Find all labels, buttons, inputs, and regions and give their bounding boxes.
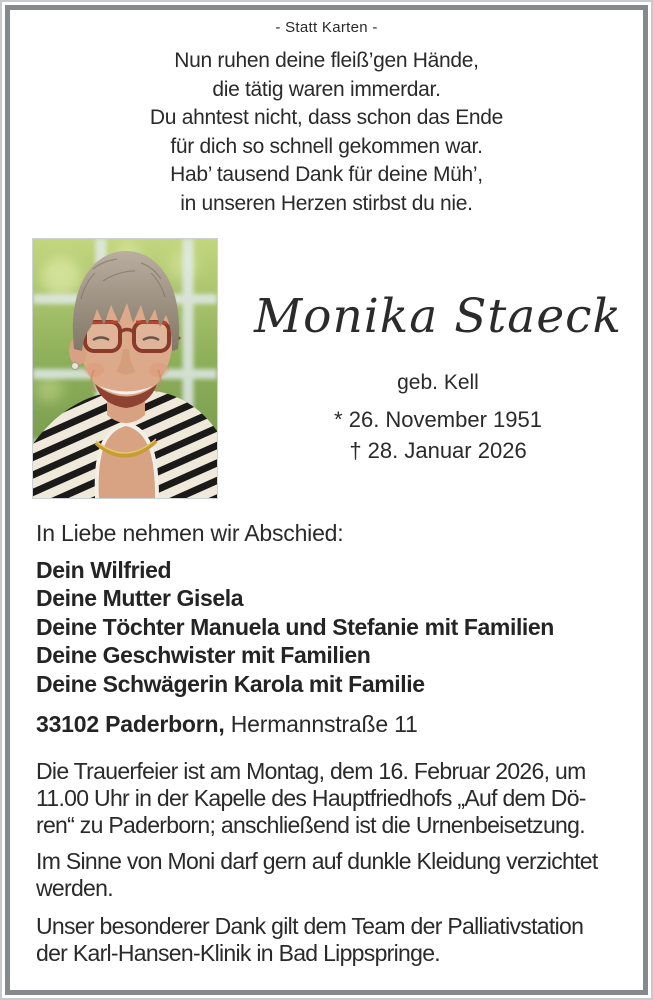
thanks-note-line: der Karl-Hansen-Klinik in Bad Lippspringe. [36,940,440,966]
clothing-request-line: werden. [36,875,113,901]
address-street: Hermannstraße 11 [224,711,418,737]
poem-line: Nun ruhen deine fleiß’gen Hände, [174,49,479,72]
mourners-list [36,556,616,698]
address-line [36,711,616,738]
earring [72,363,79,370]
funeral-details-line: Die Trauerfeier ist am Montag, dem 16. Februar 2026, um [36,758,586,784]
deceased-name: Monika Staeck [254,289,622,344]
mourner-name: Deine Schwägerin Karola mit Familie [36,670,425,697]
mourner-name: Deine Mutter Gisela [36,585,244,612]
poem-line: Du ahntest nicht, dass schon das Ende [149,106,504,130]
mourner-name: Dein Wilfried [36,557,172,583]
memorial-poem [0,47,653,219]
thanks-note [36,913,616,967]
clothing-request [36,848,616,902]
clothing-request-line: Im Sinne von Moni darf gern auf dunkle Kleidung verzichtet [36,848,598,874]
poem-line: die tätig waren immerdar. [212,77,441,101]
mourner-name: Deine Töchter Manuela und Stefanie mit Familien [36,613,554,640]
poem-line: in unseren Herzen stirbst du nie. [180,191,473,215]
poem-line: für dich so schnell gekommen war. [170,134,483,158]
life-dates [240,404,636,466]
mourner-name: Deine Geschwister mit Familien [36,642,371,669]
farewell-intro: In Liebe nehmen wir Abschied: [36,520,344,546]
maiden-name: geb. Kell [397,371,479,394]
pre-header-statt-karten: - Statt Karten - [275,19,378,36]
death-date: † 28. Januar 2026 [349,438,527,463]
funeral-details-line: 11.00 Uhr in der Kapelle des Hauptfriedhofs „Auf dem Dö- [36,785,586,811]
birth-date: * 26. November 1951 [334,407,542,432]
thanks-note-line: Unser besonderer Dank gilt dem Team der Palliativstation [36,913,584,939]
poem-line: Hab’ tausend Dank für deine Müh’, [170,163,483,187]
funeral-details [36,758,616,839]
funeral-details-line: ren“ zu Paderborn; anschließend ist die Urnenbeisetzung. [36,812,585,838]
portrait-photo [33,239,217,498]
address-city: 33102 Paderborn, [36,711,225,737]
